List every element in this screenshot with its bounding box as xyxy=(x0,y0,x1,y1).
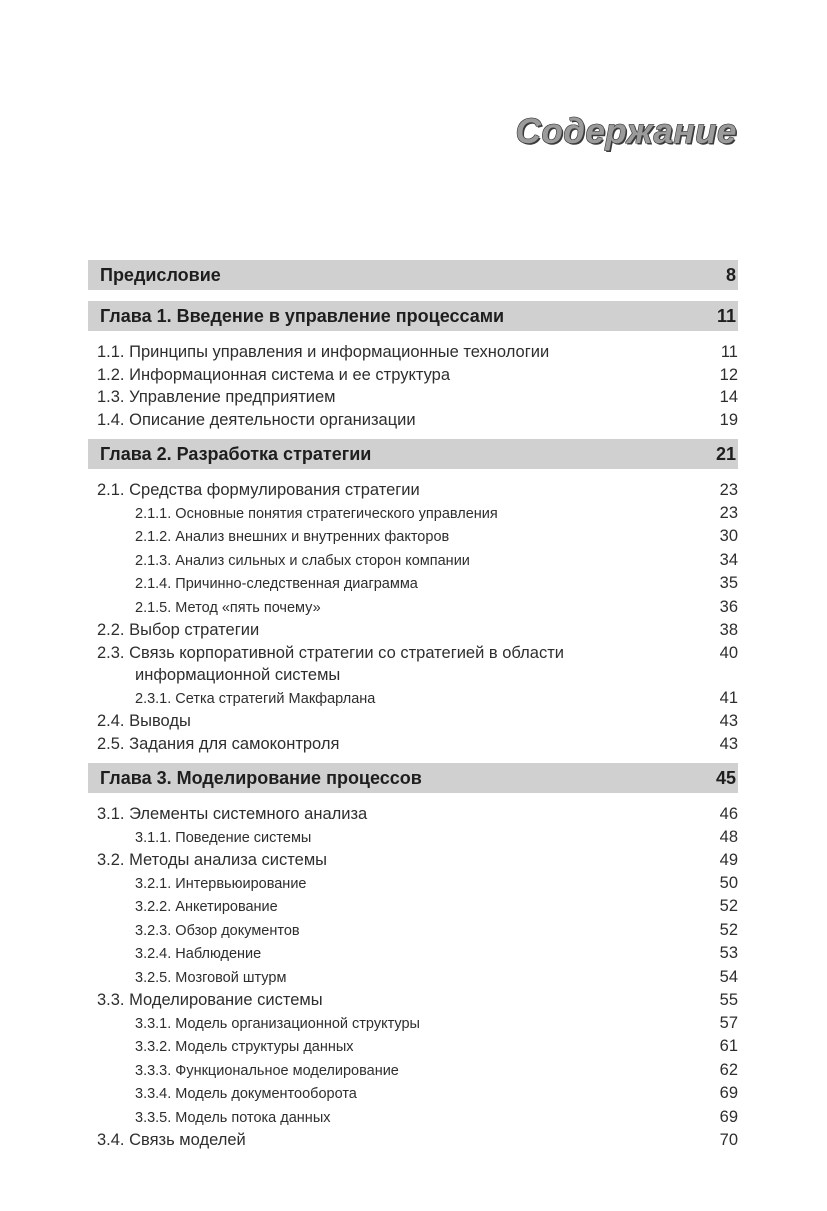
entry-page: 52 xyxy=(719,897,738,915)
entry-label: 2.1.4. Причинно-следственная диаграмма xyxy=(135,576,418,592)
toc-entry[interactable] xyxy=(88,386,738,409)
entry-label: 3.3.1. Модель организационной структуры xyxy=(135,1015,420,1032)
entry-page: 53 xyxy=(719,944,738,962)
entry-label: 1.2. Информационная система и ее структура xyxy=(97,365,451,384)
entry-page: 43 xyxy=(719,734,738,753)
entry-label: 2.5. Задания для самоконтроля xyxy=(97,734,340,753)
entry-page: 52 xyxy=(719,920,738,939)
entry-label: 3.3.2. Модель структуры данных xyxy=(135,1039,354,1055)
entry-page: 48 xyxy=(719,827,738,846)
entry-page: 62 xyxy=(719,1060,738,1079)
entry-label: 3.2.1. Интервьюирование xyxy=(135,875,307,892)
entry-label: 3.3. Моделирование системы xyxy=(97,991,323,1009)
entry-label-wrapped xyxy=(97,642,564,687)
table-of-contents xyxy=(88,260,738,1152)
toc-subentry[interactable] xyxy=(88,1106,738,1130)
entry-label: 1.3. Управление предприятием xyxy=(97,388,336,406)
toc-entry[interactable] xyxy=(88,803,738,826)
toc-preface[interactable] xyxy=(88,260,738,290)
toc-entry[interactable] xyxy=(88,364,738,387)
entry-label: 3.2.4. Наблюдение xyxy=(135,946,262,962)
toc-entry[interactable] xyxy=(88,642,738,687)
entry-page: 38 xyxy=(719,621,738,639)
entry-label: 1.4. Описание деятельности организации xyxy=(97,410,416,429)
entry-page: 43 xyxy=(719,712,738,730)
toc-subentry[interactable] xyxy=(88,826,738,850)
chapter-label: Глава 1. Введение в управление процессами xyxy=(100,305,505,326)
entry-page: 34 xyxy=(719,550,738,569)
toc-subentry[interactable] xyxy=(88,525,738,549)
entry-page: 46 xyxy=(719,805,738,823)
chapter-label: Глава 3. Моделирование процессов xyxy=(100,767,422,788)
toc-chapter-2[interactable] xyxy=(88,439,738,469)
toc-entry[interactable] xyxy=(88,341,738,364)
toc-chapter-3[interactable] xyxy=(88,763,738,793)
entry-label: 2.1.3. Анализ сильных и слабых сторон компании xyxy=(135,552,470,569)
entry-page: 30 xyxy=(719,527,738,545)
chapter-page: 45 xyxy=(715,767,736,788)
entry-page: 70 xyxy=(719,1131,738,1149)
entry-page: 36 xyxy=(719,597,738,616)
toc-subentry[interactable] xyxy=(88,1059,738,1083)
entry-label: 2.1.1. Основные понятия стратегического управления xyxy=(135,505,498,522)
toc-subentry[interactable] xyxy=(88,687,738,711)
entry-page: 14 xyxy=(719,388,738,406)
toc-subentry[interactable] xyxy=(88,1035,738,1059)
toc-subentry[interactable] xyxy=(88,895,738,919)
chapter-label: Глава 2. Разработка стратегии xyxy=(100,443,372,464)
entry-label: 2.3. Связь корпоративной стратегии со стратегией в области xyxy=(97,643,564,662)
toc-subentry[interactable] xyxy=(88,966,738,990)
entry-label: 3.1.1. Поведение системы xyxy=(135,829,312,846)
entry-label: 1.1. Принципы управления и информационные технологии xyxy=(97,343,550,361)
entry-label: 2.1. Средства формулирования стратегии xyxy=(97,481,420,499)
toc-entry[interactable] xyxy=(88,989,738,1012)
toc-entry[interactable] xyxy=(88,409,738,432)
chapter-page: 21 xyxy=(715,443,736,464)
toc-subentry[interactable] xyxy=(88,1012,738,1036)
entry-label: 3.3.4. Модель документооборота xyxy=(135,1086,357,1102)
entry-page: 35 xyxy=(719,574,738,592)
entry-label: 3.2.5. Мозговой штурм xyxy=(135,969,287,986)
entry-page: 55 xyxy=(719,991,738,1009)
entry-label: 3.3.3. Функциональное моделирование xyxy=(135,1062,399,1079)
preface-page: 8 xyxy=(725,264,736,285)
toc-subentry[interactable] xyxy=(88,572,738,596)
entry-page: 12 xyxy=(719,365,738,384)
entry-page: 50 xyxy=(719,873,738,892)
entry-label-continuation: информационной системы xyxy=(135,666,341,684)
entry-page: 41 xyxy=(719,688,738,707)
entry-label: 3.2.3. Обзор документов xyxy=(135,922,300,939)
entry-label: 2.1.5. Метод «пять почему» xyxy=(135,599,321,616)
entry-page: 49 xyxy=(719,851,738,869)
toc-subentry[interactable] xyxy=(88,919,738,943)
entry-label: 2.4. Выводы xyxy=(97,712,191,730)
entry-label: 3.4. Связь моделей xyxy=(97,1131,246,1149)
entry-label: 3.3.5. Модель потока данных xyxy=(135,1109,331,1126)
entry-label: 2.2. Выбор стратегии xyxy=(97,621,260,639)
toc-entry[interactable] xyxy=(88,619,738,642)
entry-label: 3.1. Элементы системного анализа xyxy=(97,805,368,823)
toc-subentry[interactable] xyxy=(88,942,738,966)
entry-page: 40 xyxy=(719,643,738,662)
entry-label: 3.2. Методы анализа системы xyxy=(97,851,328,869)
entry-page: 54 xyxy=(719,967,738,986)
entry-page: 23 xyxy=(719,503,738,522)
toc-entry[interactable] xyxy=(88,1129,738,1152)
toc-subentry[interactable] xyxy=(88,596,738,620)
entry-label: 2.3.1. Сетка стратегий Макфарлана xyxy=(135,690,376,707)
chapter-page: 11 xyxy=(716,305,736,326)
entry-page: 69 xyxy=(719,1084,738,1102)
entry-label: 2.1.2. Анализ внешних и внутренних факторов xyxy=(135,529,450,545)
toc-entry[interactable] xyxy=(88,733,738,756)
entry-page: 69 xyxy=(719,1107,738,1126)
entry-page: 57 xyxy=(719,1013,738,1032)
toc-entry[interactable] xyxy=(88,710,738,733)
toc-entry[interactable] xyxy=(88,849,738,872)
toc-subentry[interactable] xyxy=(88,502,738,526)
entry-page: 61 xyxy=(719,1037,738,1055)
toc-subentry[interactable] xyxy=(88,872,738,896)
entry-page: 23 xyxy=(719,481,738,499)
entry-label: 3.2.2. Анкетирование xyxy=(135,899,278,915)
toc-chapter-1[interactable] xyxy=(88,301,738,331)
page-title: Содержание xyxy=(515,112,737,151)
preface-label: Предисловие xyxy=(100,264,221,285)
toc-subentry[interactable] xyxy=(88,549,738,573)
toc-entry[interactable] xyxy=(88,479,738,502)
toc-subentry[interactable] xyxy=(88,1082,738,1106)
entry-page: 11 xyxy=(720,343,738,361)
entry-page: 19 xyxy=(719,410,738,429)
